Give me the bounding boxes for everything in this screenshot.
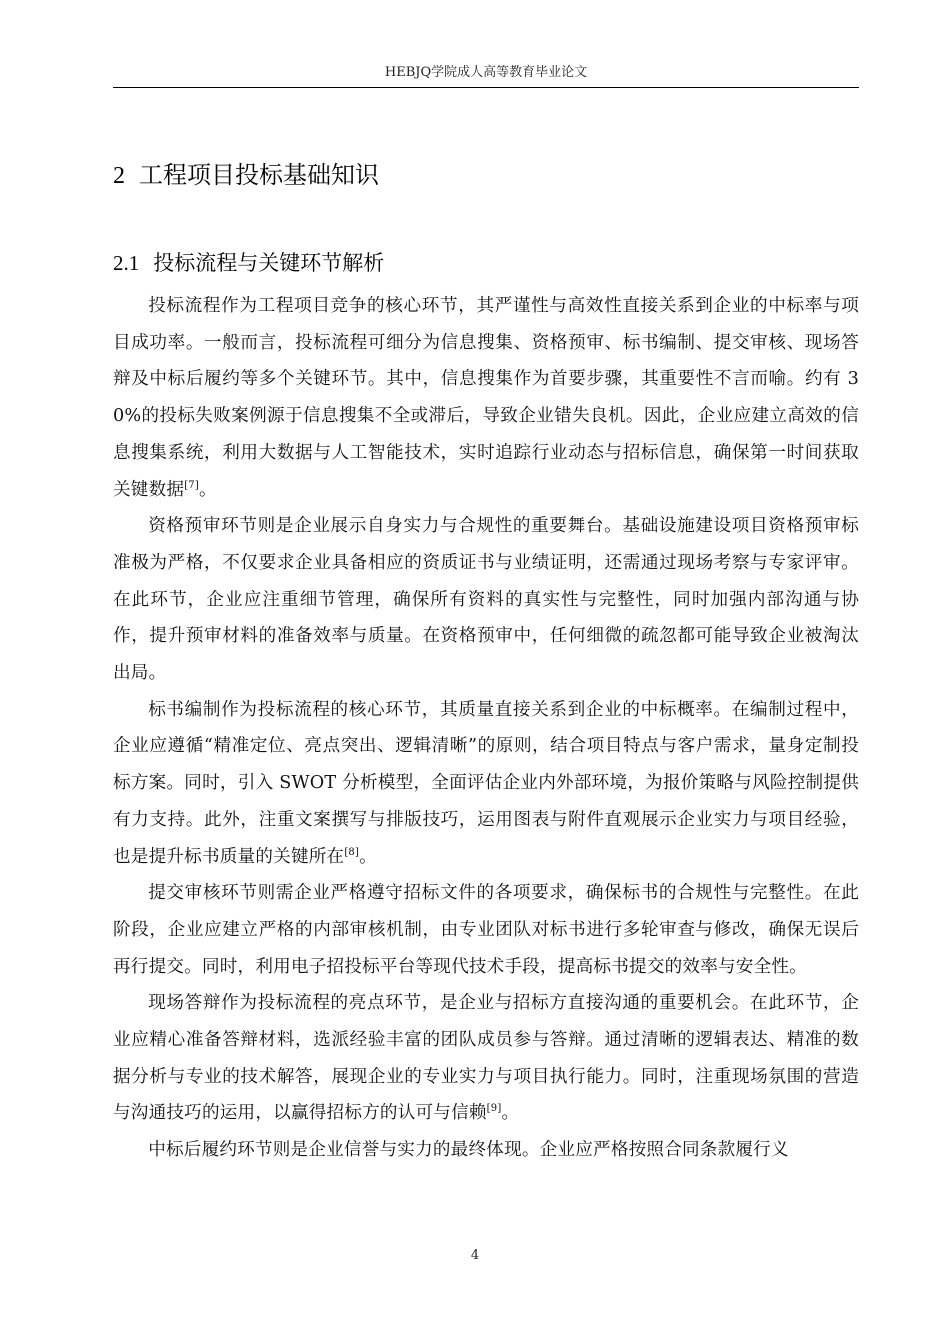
- paragraph-text: 中标后履约环节则是企业信誉与实力的最终体现。企业应严格按照合同条款履行义: [148, 1140, 789, 1161]
- page-number: 4: [470, 1248, 480, 1263]
- paragraph: [113, 985, 859, 1132]
- chapter-title: 工程项目投标基础知识: [139, 161, 379, 189]
- paragraph: [113, 692, 859, 876]
- section-title: 投标流程与关键环节解析: [153, 251, 385, 275]
- paragraph: [113, 1132, 859, 1169]
- paragraph-text: 标书编制作为投标流程的核心环节，其质量直接关系到企业的中标概率。在编制过程中，企业应遵循“精准定位、亮点突出、逻辑清晰”的原则，结合项目特点与客户需求，量身定制投标方案。同时，引入 SWOT 分析模型，全面评估企业内外部环境，为报价策略与风险控制提供有力支持。此外，注重文案撰写与排版技巧，运用图表与附件直观展示企业实力与项目经验，也是提升标书质量的关键所在: [113, 699, 859, 867]
- header-rule: [113, 87, 859, 88]
- paragraph: [113, 875, 859, 985]
- citation: [9]: [486, 1103, 502, 1115]
- paragraph-text: 资格预审环节则是企业展示自身实力与合规性的重要舞台。基础设施建设项目资格预审标准极为严格，不仅要求企业具备相应的资质证书与业绩证明，还需通过现场考察与专家评审。在此环节，企业应注重细节管理，确保所有资料的真实性与完整性，同时加强内部沟通与协作，提升预审材料的准备效率与质量。在资格预审中，任何细微的疏忽都可能导致企业被淘汰出局。: [113, 516, 859, 684]
- chapter-heading: [113, 157, 379, 194]
- paragraph-end: 。: [359, 846, 377, 867]
- paragraph-text: 提交审核环节则需企业严格遵守招标文件的各项要求，确保标书的合规性与完整性。在此阶段，企业应建立严格的内部审核机制，由专业团队对标书进行多轮审查与修改，确保无误后再行提交。同时，利用电子招投标平台等现代技术手段，提高标书提交的效率与安全性。: [113, 883, 859, 977]
- paragraph-end: 。: [198, 479, 217, 500]
- paragraph: [113, 508, 859, 692]
- running-header: HEBJQ学院成人高等教育毕业论文: [384, 65, 588, 80]
- section-number: 2.1: [113, 251, 140, 275]
- citation: [8]: [344, 846, 360, 858]
- paragraph-end: 。: [501, 1103, 520, 1124]
- citation: [7]: [184, 479, 199, 491]
- body-text: [113, 288, 859, 1169]
- section-heading: [113, 247, 384, 279]
- chapter-number: 2: [113, 163, 125, 189]
- paragraph-text: 现场答辩作为投标流程的亮点环节，是企业与招标方直接沟通的重要机会。在此环节，企业应精心准备答辩材料，选派经验丰富的团队成员参与答辩。通过清晰的逻辑表达、精准的数据分析与专业的技术解答，展现企业的专业实力与项目执行能力。同时，注重现场氛围的营造与沟通技巧的运用，以赢得招标方的认可与信赖: [113, 993, 859, 1124]
- paragraph-text: 投标流程作为工程项目竞争的核心环节，其严谨性与高效性直接关系到企业的中标率与项目成功率。一般而言，投标流程可细分为信息搜集、资格预审、标书编制、提交审核、现场答辩及中标后履约等多个关键环节。其中，信息搜集作为首要步骤，其重要性不言而喻。约有 30%的投标失败案例源于信息搜集不全或滞后，导致企业错失良机。因此，企业应建立高效的信息搜集系统，利用大数据与人工智能技术，实时追踪行业动态与招标信息，确保第一时间获取关键数据: [113, 296, 859, 500]
- paragraph: [113, 288, 859, 508]
